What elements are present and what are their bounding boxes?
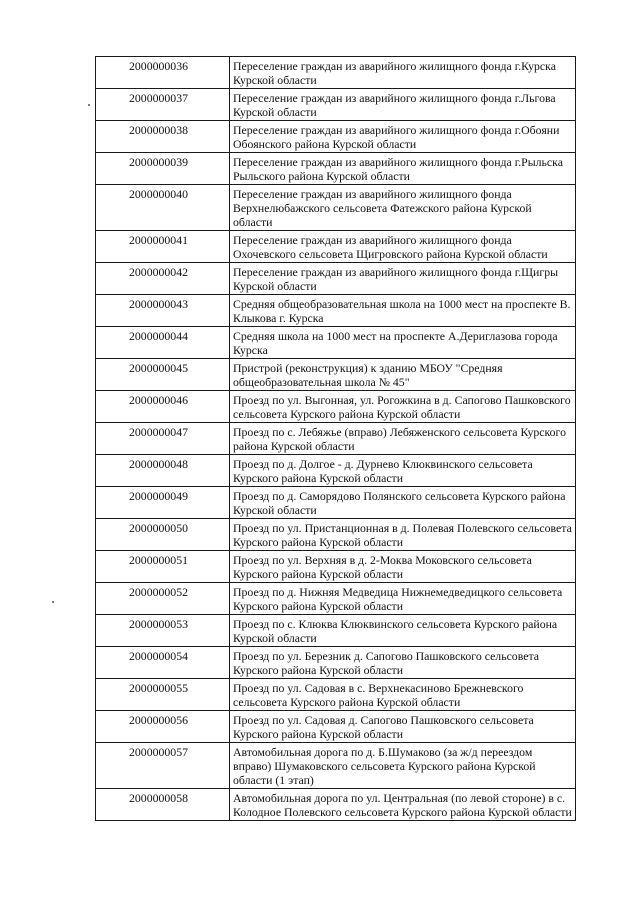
table-row [96, 487, 576, 519]
row-name: Переселение граждан из аварийного жилищного фонда г.Рыльска Рыльского района Курской области [230, 153, 576, 185]
table-row [96, 263, 576, 295]
row-code: 2000000053 [96, 615, 230, 647]
row-name: Проезд по д. Саморядово Полянского сельсовета Курского района Курской области [230, 487, 576, 519]
row-name: Автомобильная дорога по д. Б.Шумаково (за ж/д переездом вправо) Шумаковского сельсовета Курского района Курской области (1 этап) [230, 743, 576, 789]
scan-speck [88, 104, 90, 106]
table-row [96, 615, 576, 647]
row-code: 2000000057 [96, 743, 230, 789]
row-code: 2000000055 [96, 679, 230, 711]
row-name: Проезд по с. Клюква Клюквинского сельсовета Курского района Курской области [230, 615, 576, 647]
table-row [96, 789, 576, 821]
table-row [96, 57, 576, 89]
row-name: Средняя общеобразовательная школа на 1000 мест на проспекте В. Клыкова г. Курска [230, 295, 576, 327]
codes-table [95, 56, 576, 821]
row-code: 2000000045 [96, 359, 230, 391]
table-row [96, 295, 576, 327]
row-name: Переселение граждан из аварийного жилищного фонда г.Обояни Обоянского района Курской области [230, 121, 576, 153]
row-name: Автомобильная дорога по ул. Центральная (по левой стороне) в с. Колодное Полевского сельсовета Курского района Курской области [230, 789, 576, 821]
row-name: Пристрой (реконструкция) к зданию МБОУ "Средняя общеобразовательная школа № 45" [230, 359, 576, 391]
row-name: Проезд по ул. Садовая д. Сапогово Пашковского сельсовета Курского района Курской области [230, 711, 576, 743]
row-code: 2000000046 [96, 391, 230, 423]
table-row [96, 153, 576, 185]
row-name: Средняя школа на 1000 мест на проспекте А.Дериглазова города Курска [230, 327, 576, 359]
table-row [96, 423, 576, 455]
row-code: 2000000048 [96, 455, 230, 487]
row-code: 2000000051 [96, 551, 230, 583]
table-row [96, 359, 576, 391]
row-name: Переселение граждан из аварийного жилищного фонда г.Льгова Курской области [230, 89, 576, 121]
row-code: 2000000039 [96, 153, 230, 185]
row-name: Проезд по ул. Верхняя в д. 2-Моква Моковского сельсовета Курского района Курской области [230, 551, 576, 583]
codes-table-body [96, 57, 576, 821]
row-name: Проезд по с. Лебяжье (вправо) Лебяженского сельсовета Курского района Курской области [230, 423, 576, 455]
row-name: Переселение граждан из аварийного жилищного фонда г.Курска Курской области [230, 57, 576, 89]
row-code: 2000000042 [96, 263, 230, 295]
row-name: Проезд по ул. Выгонная, ул. Рогожкина в д. Сапогово Пашковского сельсовета Курского района Курской области [230, 391, 576, 423]
table-row [96, 679, 576, 711]
row-code: 2000000054 [96, 647, 230, 679]
row-name: Переселение граждан из аварийного жилищного фонда Верхнелюбажского сельсовета Фатежского района Курской области [230, 185, 576, 231]
row-name: Проезд по ул. Пристанционная в д. Полевая Полевского сельсовета Курского района Курской области [230, 519, 576, 551]
row-code: 2000000037 [96, 89, 230, 121]
table-row [96, 327, 576, 359]
table-row [96, 647, 576, 679]
table-row [96, 89, 576, 121]
row-code: 2000000043 [96, 295, 230, 327]
row-code: 2000000036 [96, 57, 230, 89]
row-name: Проезд по ул. Садовая в с. Верхнекасиново Брежневского сельсовета Курского района Курской области [230, 679, 576, 711]
table-row [96, 551, 576, 583]
table-row [96, 391, 576, 423]
row-name: Переселение граждан из аварийного жилищного фонда Охочевского сельсовета Щигровского района Курской области [230, 231, 576, 263]
row-name: Проезд по д. Нижняя Медведица Нижнемедведицкого сельсовета Курского района Курской области [230, 583, 576, 615]
table-row [96, 455, 576, 487]
row-code: 2000000040 [96, 185, 230, 231]
table-row [96, 583, 576, 615]
row-code: 2000000052 [96, 583, 230, 615]
row-name: Переселение граждан из аварийного жилищного фонда г.Щигры Курской области [230, 263, 576, 295]
table-row [96, 743, 576, 789]
row-code: 2000000050 [96, 519, 230, 551]
row-code: 2000000041 [96, 231, 230, 263]
table-row [96, 711, 576, 743]
row-code: 2000000049 [96, 487, 230, 519]
table-row [96, 519, 576, 551]
table-row [96, 121, 576, 153]
row-name: Проезд по д. Долгое - д. Дурнево Клюквинского сельсовета Курского района Курской области [230, 455, 576, 487]
scan-speck [52, 601, 54, 603]
table-row [96, 185, 576, 231]
row-name: Проезд по ул. Березник д. Сапогово Пашковского сельсовета Курского района Курской области [230, 647, 576, 679]
row-code: 2000000047 [96, 423, 230, 455]
row-code: 2000000058 [96, 789, 230, 821]
row-code: 2000000056 [96, 711, 230, 743]
table-row [96, 231, 576, 263]
row-code: 2000000038 [96, 121, 230, 153]
row-code: 2000000044 [96, 327, 230, 359]
